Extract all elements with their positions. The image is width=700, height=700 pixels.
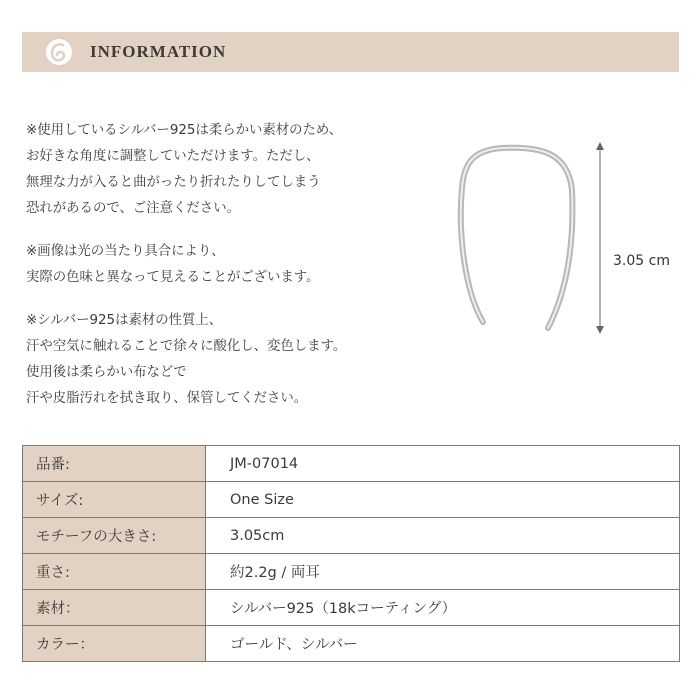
spec-value: JM-07014 — [206, 446, 680, 482]
earring-figure — [450, 140, 690, 340]
table-row — [23, 446, 680, 482]
note-line: 使用後は柔らかい布などで — [26, 365, 187, 380]
note-line: 実際の色味と異なって見えることがございます。 — [26, 270, 320, 285]
note-paragraph-care — [26, 308, 426, 412]
note-line: 汗や皮脂汚れを拭き取り、保管してください。 — [26, 391, 308, 406]
note-line: ※使用しているシルバー925は柔らかい素材のため、 — [26, 123, 343, 138]
spec-label: カラー： — [23, 626, 206, 662]
silver-bar-earring-image — [461, 148, 573, 328]
spec-table — [22, 445, 680, 662]
dimension-arrow — [596, 142, 604, 334]
spec-label: 重さ: — [23, 554, 206, 590]
spec-label: モチーフの大きさ: — [23, 518, 206, 554]
table-row — [23, 590, 680, 626]
spec-value: One Size — [206, 482, 680, 518]
spec-label: 素材： — [23, 590, 206, 626]
information-banner — [22, 32, 679, 72]
spec-value: 3.05cm — [206, 518, 680, 554]
dimension-label: 3.05 cm — [613, 253, 670, 269]
spec-value: 約2.2g / 両耳 — [206, 554, 680, 590]
section-title: INFORMATION — [90, 42, 227, 61]
note-line: お好きな角度に調整していただけます。ただし、 — [26, 149, 320, 164]
table-row — [23, 518, 680, 554]
note-line: ※画像は光の当たり具合により、 — [26, 244, 225, 259]
care-notes — [26, 118, 426, 429]
note-paragraph-color — [26, 239, 426, 291]
table-row — [23, 626, 680, 662]
table-row — [23, 482, 680, 518]
c-swirl-logo-icon — [44, 37, 74, 67]
note-line: ※シルバー925は素材の性質上、 — [26, 313, 223, 328]
note-line: 無理な力が入ると曲がったり折れたりしてしまう — [26, 175, 321, 190]
spec-label: 品番: — [23, 446, 206, 482]
spec-value: シルバー925（18kコーティング） — [206, 590, 680, 626]
table-row — [23, 554, 680, 590]
spec-label: サイズ: — [23, 482, 206, 518]
note-line: 汗や空気に触れることで徐々に酸化し、変色します。 — [26, 339, 347, 354]
spec-value: ゴールド、シルバー — [206, 626, 680, 662]
note-line: 恐れがあるので、ご注意ください。 — [26, 201, 240, 216]
note-paragraph-adjust — [26, 118, 426, 222]
